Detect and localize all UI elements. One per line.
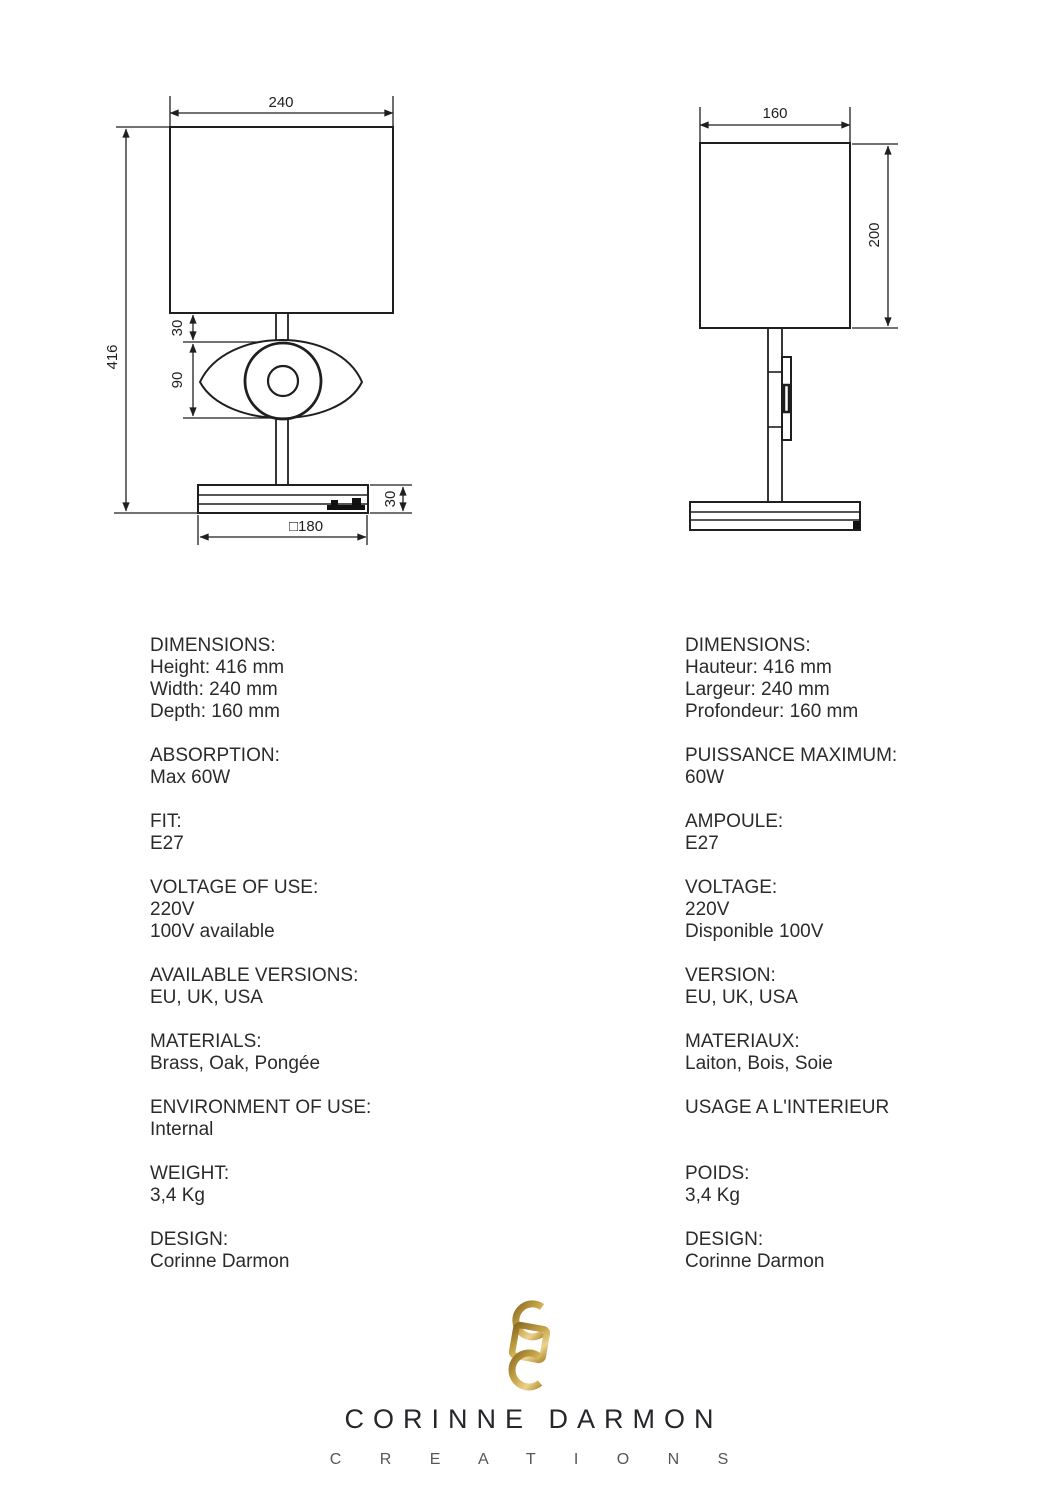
spec-line: Laiton, Bois, Soie: [685, 1053, 833, 1074]
dim-front-width: 240: [268, 94, 294, 111]
spec-heading: ABSORPTION:: [150, 745, 280, 766]
front-view: [170, 127, 393, 513]
side-switch: [853, 521, 860, 529]
spec-line: Width: 240 mm: [150, 679, 278, 700]
spec-section-usage: [685, 1097, 1058, 1141]
dim-front-shade-to-eye: 30: [169, 319, 186, 337]
spec-line: Hauteur: 416 mm: [685, 657, 832, 678]
spec-section-design-fr: [685, 1229, 1058, 1273]
spec-line: 220V: [150, 899, 195, 920]
dim-side-shade-height: 200: [866, 222, 883, 248]
specs-column-french: [685, 635, 1058, 1295]
spec-section-design: [150, 1229, 570, 1273]
technical-drawing: [0, 0, 1058, 580]
spec-heading: USAGE A L'INTERIEUR: [685, 1097, 890, 1118]
spec-section-puissance: [685, 745, 1058, 789]
front-dimensions: [114, 96, 412, 545]
side-shade: [700, 143, 850, 328]
brand-name: CORINNE DARMON: [344, 1404, 723, 1434]
spec-line: Max 60W: [150, 767, 231, 788]
spec-line: E27: [685, 833, 719, 854]
spec-line: Depth: 160 mm: [150, 701, 280, 722]
spec-section-absorption: [150, 745, 570, 789]
dim-front-height: 416: [104, 344, 121, 370]
side-dimensions: [700, 107, 898, 328]
spec-section-voltage-fr: [685, 877, 1058, 943]
spec-line: 100V available: [150, 921, 275, 942]
specs-column-english: [150, 635, 570, 1295]
spec-heading: DESIGN:: [685, 1229, 764, 1250]
brand-logo-icon: [489, 1290, 569, 1398]
spec-line: Internal: [150, 1119, 214, 1140]
spec-section-versions: [150, 965, 570, 1009]
spec-line: Brass, Oak, Pongée: [150, 1053, 321, 1074]
brand-tagline: C R E A T I O N S: [329, 1451, 746, 1468]
spec-section-dimensions: [150, 635, 570, 723]
dim-side-width: 160: [762, 105, 788, 122]
spec-heading: DIMENSIONS:: [150, 635, 276, 656]
spec-heading: VOLTAGE:: [685, 877, 778, 898]
spec-line: Corinne Darmon: [685, 1251, 825, 1272]
spec-line: EU, UK, USA: [685, 987, 798, 1008]
spec-line: 3,4 Kg: [685, 1185, 740, 1206]
spec-heading: WEIGHT:: [150, 1163, 230, 1184]
spec-heading: AVAILABLE VERSIONS:: [150, 965, 359, 986]
front-shade: [170, 127, 393, 313]
spec-heading: ENVIRONMENT OF USE:: [150, 1097, 372, 1118]
spec-heading: VERSION:: [685, 965, 776, 986]
spec-section-poids: [685, 1163, 1058, 1207]
spec-line: 60W: [685, 767, 725, 788]
spec-heading: DIMENSIONS:: [685, 635, 811, 656]
spec-section-environment: [150, 1097, 570, 1141]
spec-heading: AMPOULE:: [685, 811, 784, 832]
spec-section-materials: [150, 1031, 570, 1075]
dim-front-base-width: □180: [288, 518, 324, 535]
spec-line: Profondeur: 160 mm: [685, 701, 859, 722]
spec-line: 220V: [685, 899, 730, 920]
spec-section-ampoule: [685, 811, 1058, 855]
spec-line: 3,4 Kg: [150, 1185, 205, 1206]
spec-heading: MATERIALS:: [150, 1031, 262, 1052]
dim-front-base-height: 30: [382, 490, 399, 508]
spec-line: Largeur: 240 mm: [685, 679, 830, 700]
side-view: [690, 143, 860, 530]
spec-line: E27: [150, 833, 184, 854]
side-base: [690, 502, 860, 530]
spec-line: Disponible 100V: [685, 921, 824, 942]
spec-line: EU, UK, USA: [150, 987, 263, 1008]
spec-section-materiaux: [685, 1031, 1058, 1075]
spec-section-weight: [150, 1163, 570, 1207]
spec-heading: DESIGN:: [150, 1229, 229, 1250]
spec-heading: PUISSANCE MAXIMUM:: [685, 745, 898, 766]
spec-line: Corinne Darmon: [150, 1251, 290, 1272]
spec-heading: MATERIAUX:: [685, 1031, 800, 1052]
spec-section-dimensions-fr: [685, 635, 1058, 723]
spec-line: [685, 1119, 1058, 1141]
spec-line: Height: 416 mm: [150, 657, 285, 678]
front-switch: [327, 505, 365, 510]
spec-heading: FIT:: [150, 811, 182, 832]
dim-front-eye-height: 90: [169, 371, 186, 389]
spec-section-voltage: [150, 877, 570, 943]
spec-section-version-fr: [685, 965, 1058, 1009]
spec-section-fit: [150, 811, 570, 855]
spec-heading: VOLTAGE OF USE:: [150, 877, 319, 898]
spec-heading: POIDS:: [685, 1163, 750, 1184]
front-eye-pupil: [268, 366, 298, 396]
